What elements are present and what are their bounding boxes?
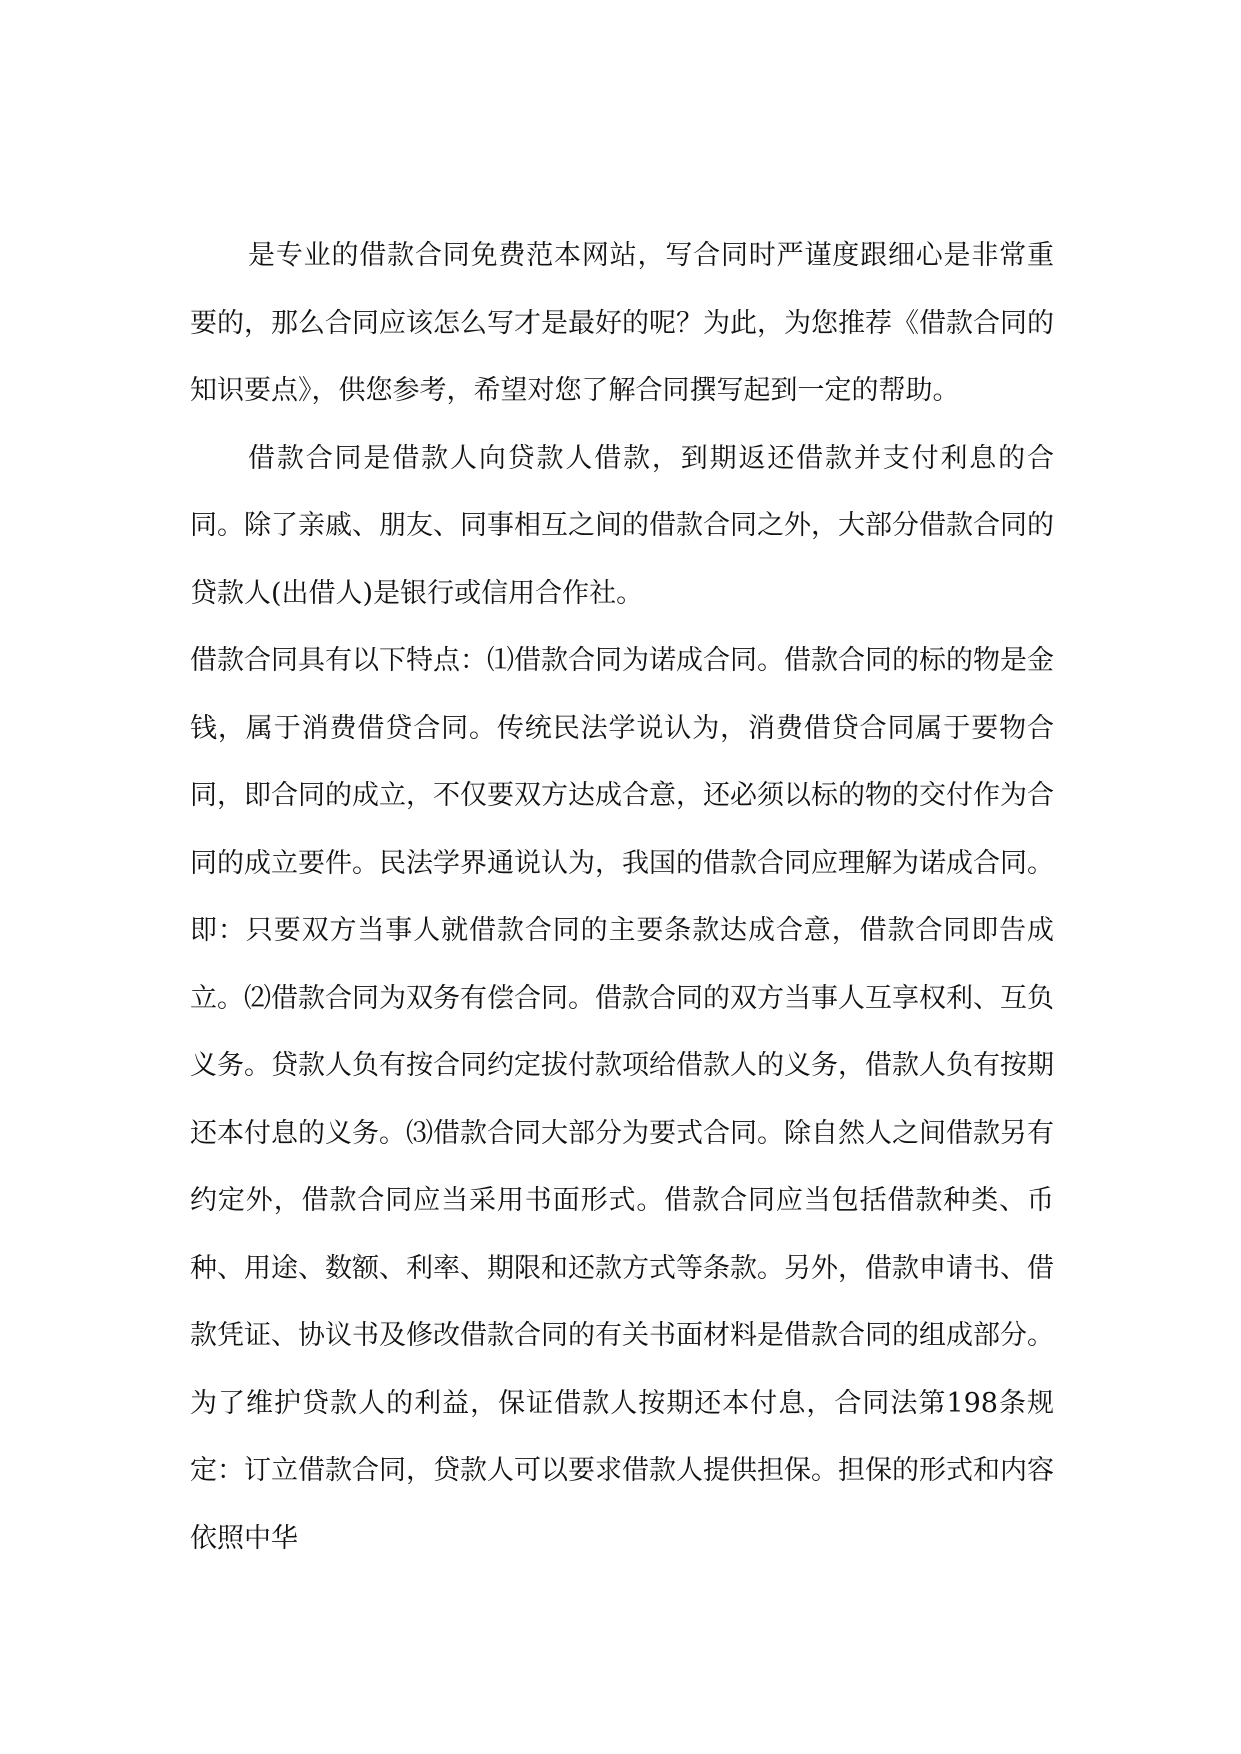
- features-paragraph: 借款合同具有以下特点：⑴借款合同为诺成合同。借款合同的标的物是金钱，属于消费借贷合同。传统民法学说认为，消费借贷合同属于要物合同，即合同的成立，不仅要双方达成合意，还必须以标的物的交付作为合同的成立要件。民法学界通说认为，我国的借款合同应理解为诺成合同。即：只要双方当事人就借款合同的主要条款达成合意，借款合同即告成立。⑵借款合同为双务有偿合同。借款合同的双方当事人互享权利、互负义务。贷款人负有按合同约定拔付款项给借款人的义务，借款人负有按期还本付息的义务。⑶借款合同大部分为要式合同。除自然人之间借款另有约定外，借款合同应当采用书面形式。借款合同应当包括借款种类、币种、用途、数额、利率、期限和还款方式等条款。另外，借款申请书、借款凭证、协议书及修改借款合同的有关书面材料是借款合同的组成部分。 为了维护贷款人的利益，保证借款人按期还本付息，合同法第198条规定：订立借款合同，贷款人可以要求借款人提供担保。担保的形式和内容依照中华: [190, 645, 1054, 1554]
- intro-paragraph: 是专业的借款合同免费范本网站，写合同时严谨度跟细心是非常重要的，那么合同应该怎么写才是最好的呢？为此，为您推荐《借款合同的知识要点》，供您参考，希望对您了解合同撰写起到一定的帮助。: [190, 240, 1054, 406]
- document-body: [190, 222, 1054, 1572]
- definition-paragraph: 借款合同是借款人向贷款人借款，到期返还借款并支付利息的合同。除了亲戚、朋友、同事相互之间的借款合同之外，大部分借款合同的贷款人(出借人)是银行或信用合作社。: [190, 442, 1054, 609]
